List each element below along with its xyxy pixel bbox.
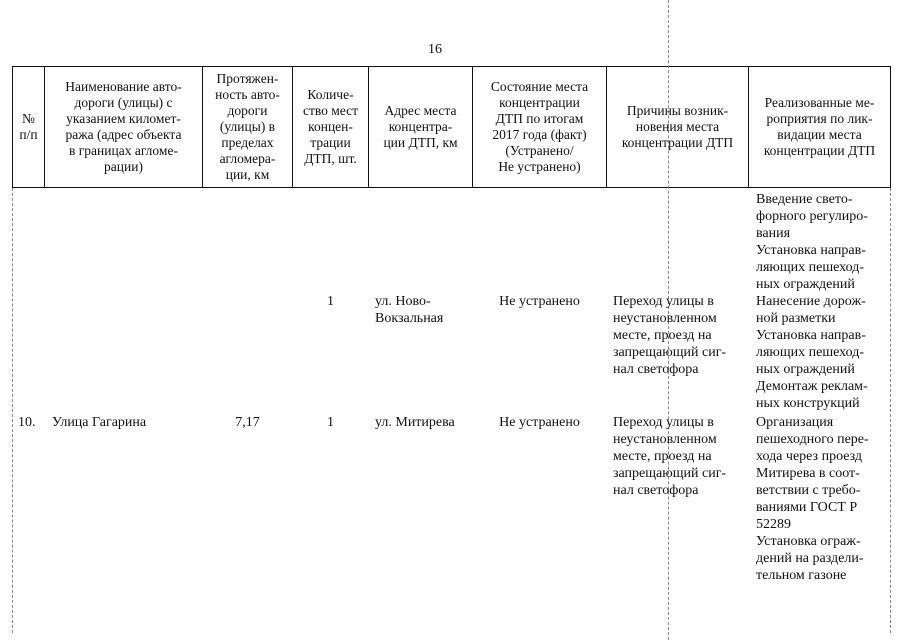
- cell-address: ул. Митирева: [375, 415, 455, 430]
- page-number: 16: [428, 42, 442, 57]
- scan-artifact-line: [12, 188, 13, 633]
- header-length: Протяжен- ность авто- дороги (улицы) в пределах агломера- ции, км: [215, 71, 280, 182]
- cell-count: 1: [327, 415, 334, 430]
- header-address: Адрес места концентра- ции ДТП, км: [383, 103, 458, 150]
- header-count: Количе- ство мест концен- трации ДТП, шт.: [302, 87, 359, 166]
- cell-length: 7,17: [235, 415, 260, 430]
- cell-status: Не устранено: [499, 415, 580, 430]
- header-status: Состояние места концентрации ДТП по итогам 2017 года (факт) (Устранено/ Не устранено): [490, 79, 589, 174]
- header-bottom-border: [12, 187, 891, 188]
- cell-measures: Организация пешеходного пере- хода через проезд Митирева в соот- ветствии с требо- ваниями ГОСТ Р 52289 Установка ограж- дений на раздели- тельном газоне: [756, 415, 869, 583]
- header-causes: Причины возник- новения места концентрации ДТП: [621, 103, 734, 150]
- header-measures: Реализованные ме- роприятия по лик- видации места концентрации ДТП: [763, 95, 876, 158]
- table-right-border: [890, 66, 891, 188]
- header-road-name: Наименование авто- дороги (улицы) с указанием километ- ража (адрес объекта в границах агломе- рации): [65, 79, 182, 174]
- cell-causes: Переход улицы в неустановленном месте, проезд на запрещающий сиг- нал светофора: [613, 294, 727, 377]
- cell-road-name: Улица Гагарина: [52, 415, 147, 430]
- cell-num: 10.: [18, 415, 36, 430]
- cell-measures: Введение свето- форного регулиро- вания Установка направ- ляющих пешеход- ных ограждений Нанесение дорож- ной разметки Установка направ- ляющих пешеход- ных ограждений Демонтаж реклам- ных конструкций: [756, 192, 868, 411]
- cell-causes: Переход улицы в неустановленном месте, проезд на запрещающий сиг- нал светофора: [613, 415, 727, 498]
- cell-status: Не устранено: [499, 294, 580, 309]
- cell-address: ул. Ново- Вокзальная: [375, 294, 444, 326]
- cell-count: 1: [327, 294, 334, 309]
- header-num: № п/п: [19, 111, 38, 142]
- scan-artifact-line: [890, 188, 891, 633]
